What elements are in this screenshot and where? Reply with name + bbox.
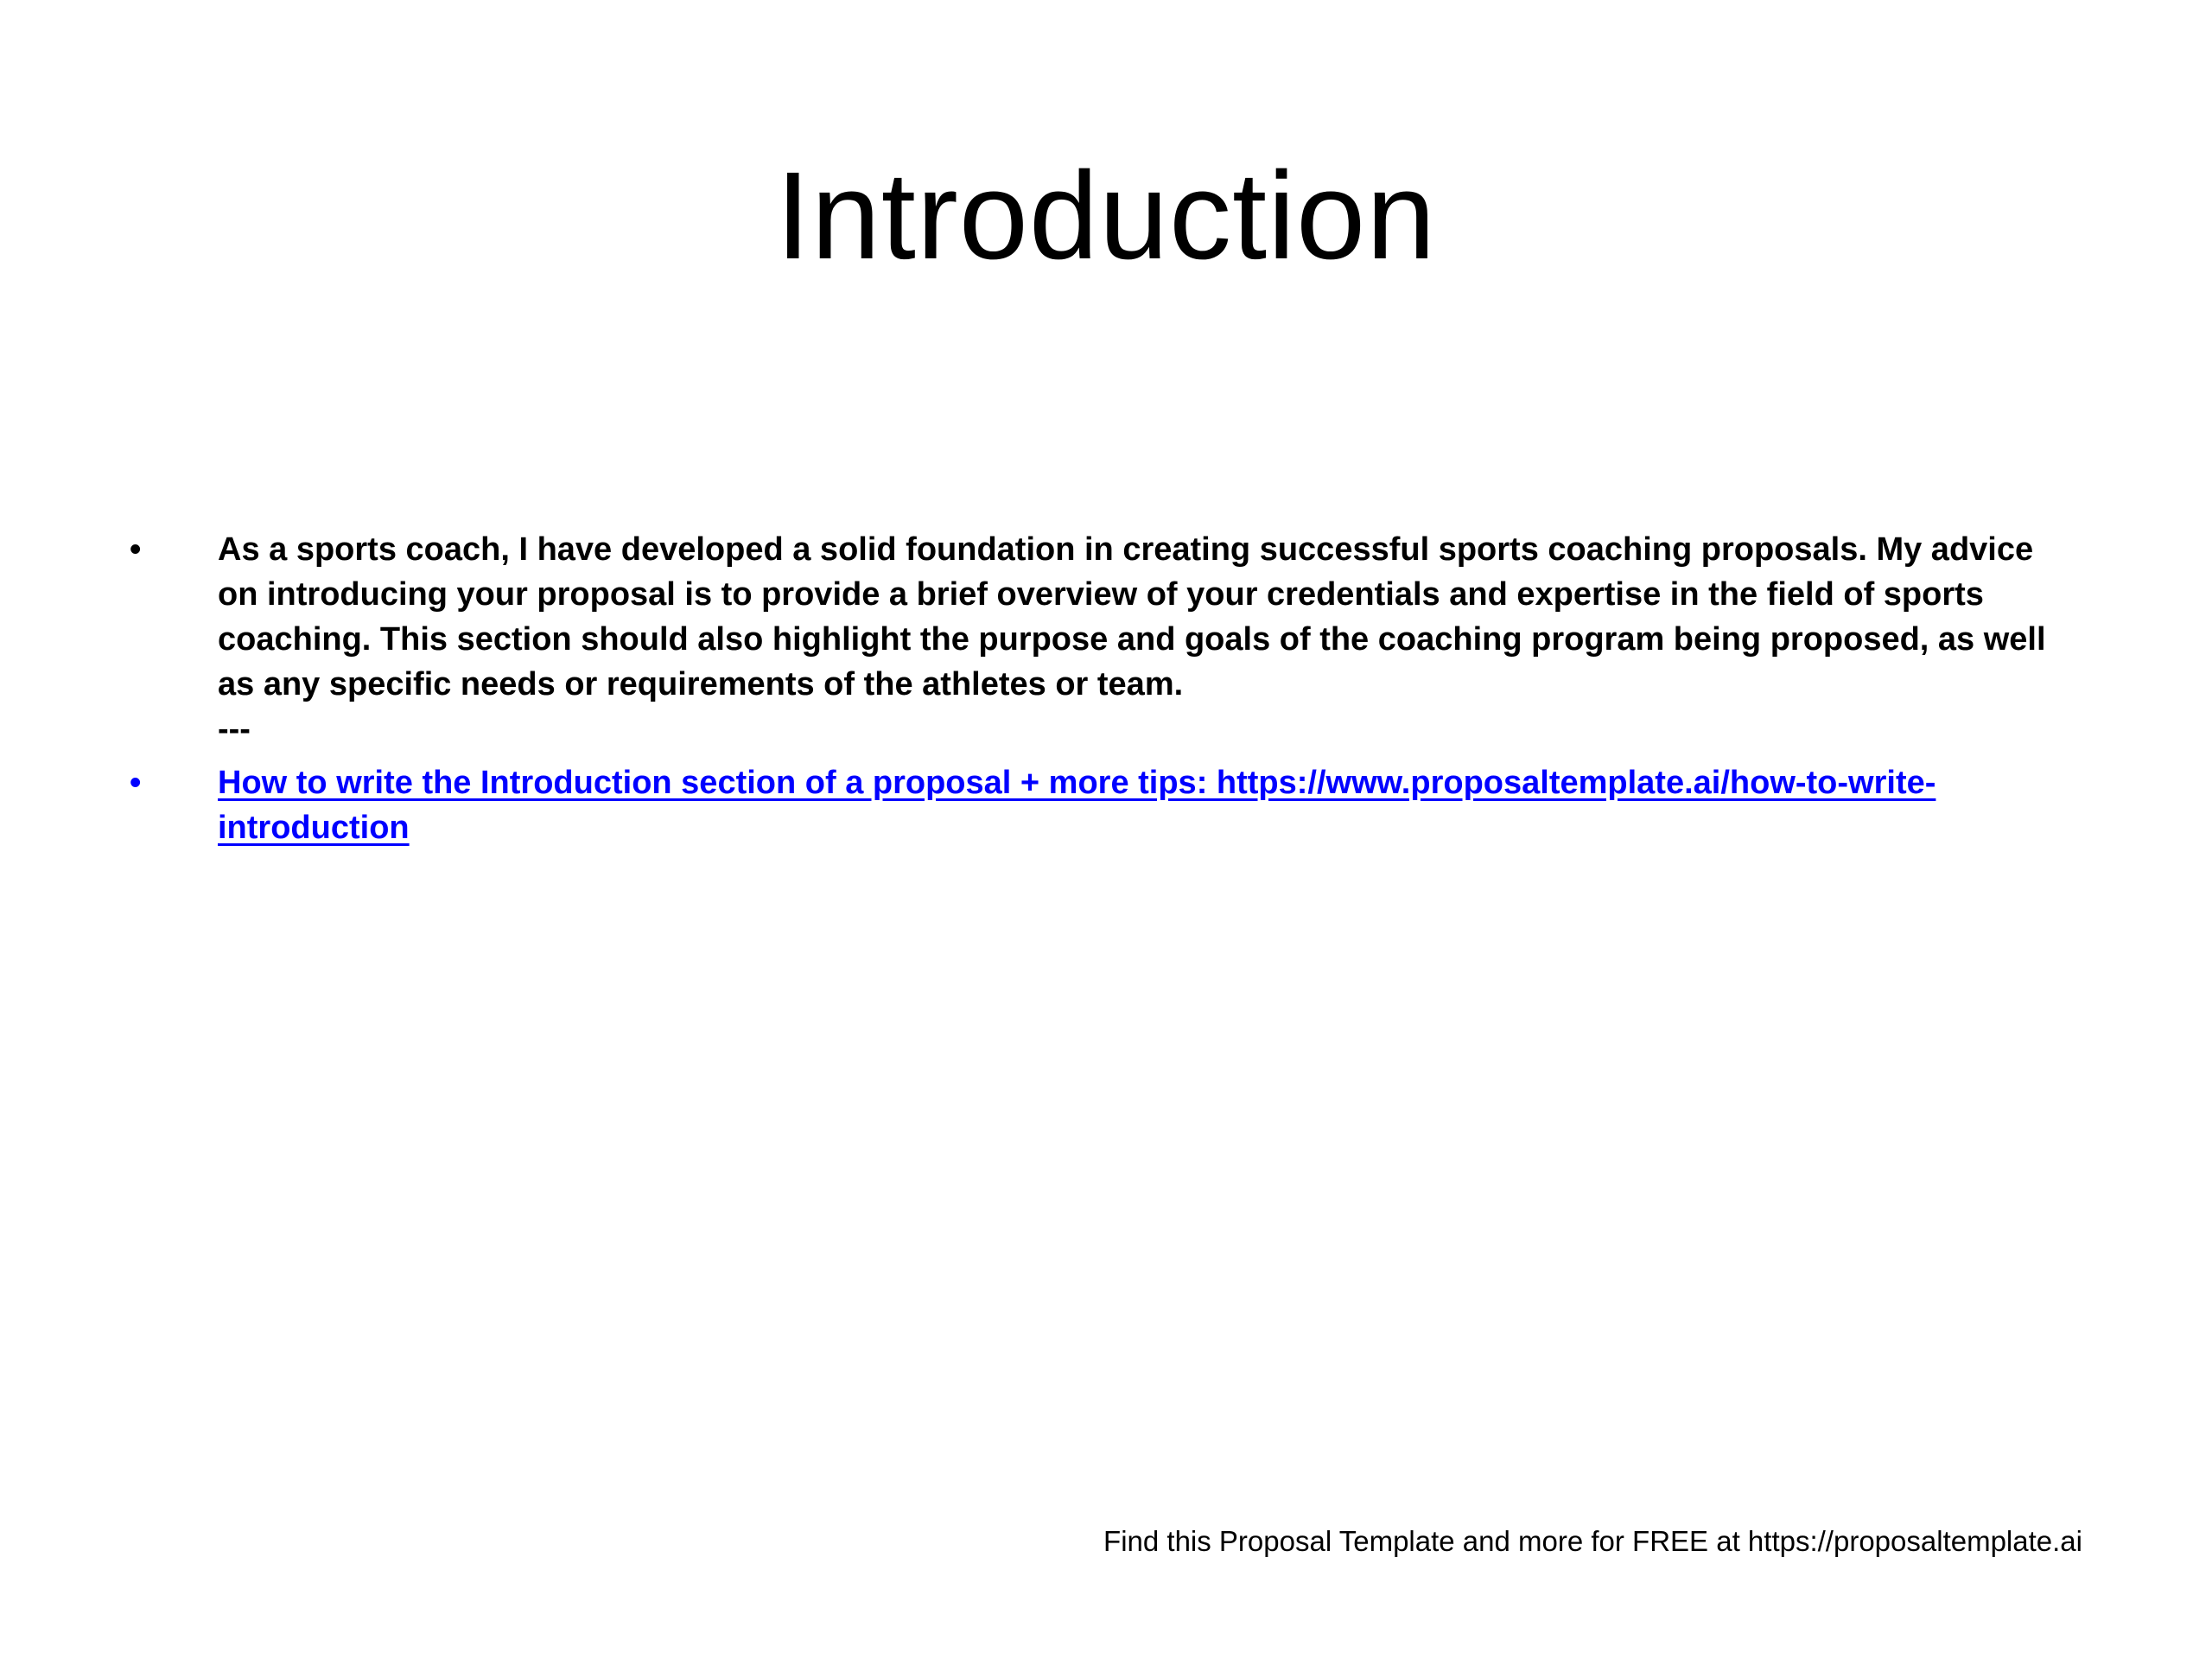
bullet-item-intro [130, 527, 2082, 752]
intro-paragraph: As a sports coach, I have developed a solid foundation in creating successful sports coaching proposals. My advice on introducing your proposal is to provide a brief overview of your credentials and expertise in the field of sports coaching. This section should also highlight the purpose and goals of the coaching program being proposed, as well as any specific needs or requirements of the athletes or team. [218, 531, 2046, 702]
bullet-list [130, 527, 2082, 850]
slide-title: Introduction [775, 146, 1437, 285]
bullet-dot-icon: • [130, 765, 142, 801]
how-to-write-introduction-link[interactable]: How to write the Introduction section of a proposal + more tips: https://www.proposaltemplate.ai/how-to-write-introduction [218, 765, 1936, 846]
separator-text: --- [218, 711, 251, 747]
footer-note: Find this Proposal Template and more for FREE at https://proposaltemplate.ai [1103, 1525, 2082, 1557]
bullet-item-link [130, 760, 2082, 850]
bullet-dot-icon: • [130, 531, 142, 568]
